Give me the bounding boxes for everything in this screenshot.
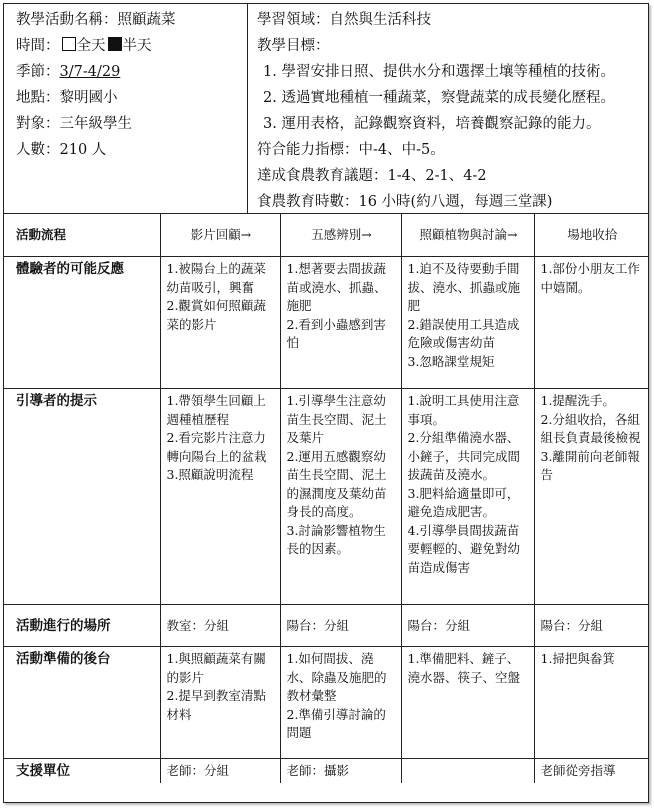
table-cell: [160, 759, 280, 783]
header-left: [4, 4, 248, 213]
row-label: 引導者的提示: [4, 389, 160, 605]
table-cell: [401, 759, 534, 783]
cell-item: 4.引導學員間拔蔬苗要輕輕的、避免對幼苗造成傷害: [407, 522, 521, 575]
cell-item: 2.分組準備澆水器、小鏟子，共同完成間拔蔬苗及澆水。: [407, 430, 521, 482]
cell-item: 1.引導學生注意幼苗生長空間、泥土及葉片: [286, 393, 387, 445]
cell-item: 2.看到小蟲感到害怕: [286, 316, 386, 350]
cell-item: 2.運用五感觀察幼苗生長空間、泥土的濕潤度及葉幼苗身長的高度。: [286, 448, 387, 519]
cell-item: 3.離開前向老師報告: [540, 448, 640, 482]
learning-domain: 學習領域：自然與生活科技: [257, 12, 431, 28]
cell-item: 3.忽略課堂規矩: [407, 353, 495, 369]
table-cell: [401, 257, 534, 389]
cell-item: 1.帶領學生回顧上週種植歷程: [166, 393, 266, 427]
cell-item: 3.肥料給適量即可，避免造成肥害。: [407, 485, 520, 519]
table-row: [4, 647, 648, 759]
activity-table: [4, 214, 648, 783]
activity-name: 教學活動名稱：照顧蔬菜: [16, 12, 176, 28]
cell-item: 陽台：分組: [286, 617, 350, 633]
header-cell: 場地收拾: [534, 214, 648, 257]
count-row: 人數：210 人: [16, 142, 107, 158]
goal-item: 3. 運用表格，記錄觀察資料，培養觀察記錄的能力。: [263, 116, 601, 132]
row-label: 支援單位: [4, 759, 160, 783]
table-row: [4, 759, 648, 783]
table-row: [4, 389, 648, 605]
cell-item: 2.提早到教室清點材料: [166, 688, 266, 722]
table-cell: [280, 759, 401, 783]
ability-indicator: 符合能力指標：中-4、中-5。: [257, 142, 445, 158]
table-cell: [280, 605, 401, 647]
cell-item: 1.與照顧蔬菜有關的影片: [166, 651, 266, 685]
education-hours: 食農教育時數：16 小時(約八週，每週三堂課): [257, 194, 553, 210]
filled-checkbox-icon: [108, 37, 122, 51]
cell-item: 教室：分組: [166, 617, 230, 633]
goal-item: 1. 學習安排日照、提供水分和選擇土壤等種植的技術。: [263, 64, 615, 80]
cell-item: 老師：分組: [166, 763, 230, 778]
cell-item: 1.被陽台上的蔬菜幼苗吸引，興奮: [166, 261, 266, 295]
cell-item: 2.準備引導討論的問題: [286, 706, 386, 740]
table-row: [4, 257, 648, 389]
place-row: 地點：黎明國小: [16, 90, 118, 106]
header-cell: 活動流程: [4, 214, 160, 257]
cell-item: 2.看完影片注意力轉向陽台上的盆栽: [166, 430, 267, 464]
cell-item: 3.討論影響植物生長的因素。: [286, 522, 386, 556]
season-row: [16, 59, 247, 85]
table-cell: [160, 389, 280, 605]
target-row: [16, 111, 247, 137]
header-right: [248, 4, 648, 213]
cell-item: 1.如何間拔、澆水、除蟲及施肥的教材彙整: [286, 651, 387, 703]
table-row: [4, 605, 648, 647]
table-cell: [534, 605, 648, 647]
cell-item: 1.迫不及待要動手間拔、澆水、抓蟲或施肥: [407, 261, 521, 313]
table-cell: [534, 257, 648, 389]
table-cell: [280, 647, 401, 759]
table-cell: [534, 759, 648, 783]
table-cell: [534, 647, 648, 759]
row-label: 體驗者的可能反應: [4, 257, 160, 389]
cell-item: 1.掃把與畚箕: [540, 651, 615, 666]
cell-item: 1.說明工具使用注意事項。: [407, 393, 520, 427]
option-full-day: 全天: [76, 38, 106, 54]
option-half-day: 半天: [122, 38, 152, 54]
table-cell: [534, 389, 648, 605]
goal-title: 教學目標：: [257, 38, 330, 54]
header-cell: 照顧植物與討論→: [401, 214, 534, 257]
time-label: 時間：: [16, 38, 60, 54]
table-cell: [401, 389, 534, 605]
table-cell: [160, 605, 280, 647]
cell-item: 陽台：分組: [407, 617, 471, 633]
time-row: [16, 33, 247, 59]
cell-item: 2.觀賞如何照顧蔬菜的影片: [166, 298, 266, 332]
season-label: 季節：: [16, 64, 60, 80]
target-value: 三年級學生: [59, 116, 132, 132]
row-label: 活動進行的場所: [4, 605, 160, 647]
goal-item: 2. 透過實地種植一種蔬菜，察覺蔬菜的成長變化歷程。: [263, 90, 615, 106]
target-label: 對象：: [16, 116, 60, 132]
cell-item: 陽台：分組: [540, 617, 604, 633]
cell-item: 老師從旁指導: [540, 763, 616, 778]
header-cell: 影片回顧→: [160, 214, 280, 257]
education-topic: 達成食農教育議題：1-4、2-1、4-2: [257, 168, 487, 184]
table-cell: [160, 257, 280, 389]
cell-item: 1.準備肥料、鏟子、澆水器、筷子、空盤: [407, 651, 521, 685]
cell-item: 2.錯誤使用工具造成危險或傷害幼苗: [407, 316, 520, 350]
table-cell: [280, 389, 401, 605]
table-cell: [280, 257, 401, 389]
table-cell: [160, 647, 280, 759]
cell-item: 1.部份小朋友工作中嬉鬧。: [540, 261, 640, 295]
table-header-row: [4, 214, 648, 257]
cell-item: 1.想著要去間拔蔬苗或澆水、抓蟲、施肥: [286, 261, 387, 313]
cell-item: 1.提醒洗手。: [540, 393, 615, 408]
table-cell: [401, 647, 534, 759]
lesson-plan-document: [3, 3, 649, 803]
header-cell: 五感辨別→: [280, 214, 401, 257]
header-section: [4, 4, 648, 214]
cell-item: 2.分組收拾，各組組長負責最後檢視: [540, 411, 641, 445]
row-label: 活動準備的後台: [4, 647, 160, 759]
empty-checkbox-icon: [62, 37, 76, 51]
cell-item: 老師：攝影: [286, 763, 350, 778]
cell-item: 3.照顧說明流程: [166, 467, 254, 482]
table-cell: [401, 605, 534, 647]
season-value: 3/7-4/29: [59, 64, 121, 80]
